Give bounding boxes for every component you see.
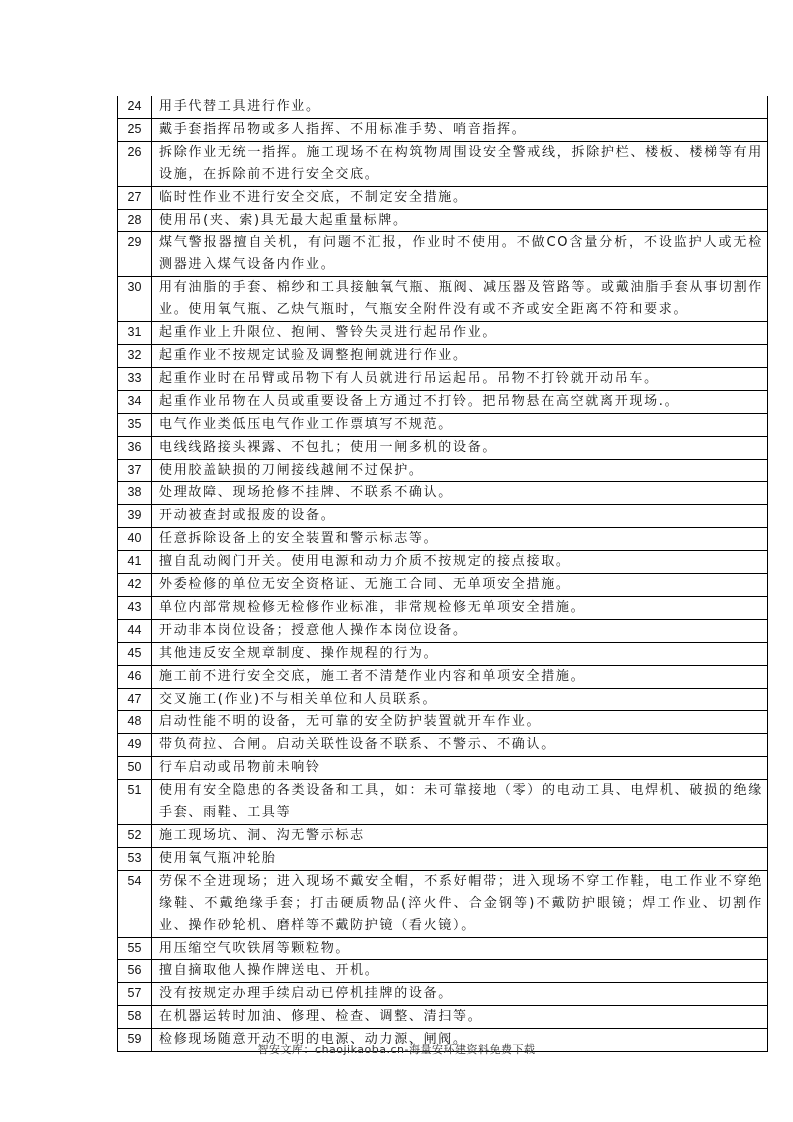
table-row bbox=[118, 209, 768, 232]
row-number: 49 bbox=[118, 734, 152, 757]
row-description: 起重作业时在吊臂或吊物下有人员就进行吊运起吊。吊物不打铃就开动吊车。 bbox=[152, 367, 768, 390]
row-number: 34 bbox=[118, 390, 152, 413]
row-description: 检修现场随意开动不明的电源、动力源、闸阀。 bbox=[152, 1029, 768, 1052]
table-row bbox=[118, 344, 768, 367]
row-description: 起重作业不按规定试验及调整抱闸就进行作业。 bbox=[152, 344, 768, 367]
table-row bbox=[118, 734, 768, 757]
row-number: 31 bbox=[118, 322, 152, 345]
row-description: 电气作业类低压电气作业工作票填写不规范。 bbox=[152, 413, 768, 436]
row-number: 42 bbox=[118, 574, 152, 597]
row-number: 55 bbox=[118, 937, 152, 960]
table-row bbox=[118, 596, 768, 619]
row-description: 带负荷拉、合闸。启动关联性设备不联系、不警示、不确认。 bbox=[152, 734, 768, 757]
row-description: 行车启动或吊物前未响铃 bbox=[152, 757, 768, 780]
row-description: 起重作业吊物在人员或重要设备上方通过不打铃。把吊物悬在高空就离开现场.。 bbox=[152, 390, 768, 413]
row-number: 45 bbox=[118, 642, 152, 665]
row-number: 54 bbox=[118, 870, 152, 937]
table-row bbox=[118, 757, 768, 780]
row-number: 52 bbox=[118, 825, 152, 848]
row-description: 用手代替工具进行作业。 bbox=[152, 96, 768, 118]
table-row bbox=[118, 619, 768, 642]
page-footer: 智安文库：chaojikaoba.cn-海量安环建资料免费下载 bbox=[257, 1043, 536, 1056]
row-description: 施工现场坑、洞、沟无警示标志 bbox=[152, 825, 768, 848]
row-description: 使用吊(夹、索)具无最大起重量标牌。 bbox=[152, 209, 768, 232]
row-number: 30 bbox=[118, 277, 152, 322]
row-number: 47 bbox=[118, 688, 152, 711]
table-row bbox=[118, 436, 768, 459]
table-row bbox=[118, 825, 768, 848]
row-number: 57 bbox=[118, 983, 152, 1006]
row-description: 擅自摘取他人操作牌送电、开机。 bbox=[152, 960, 768, 983]
violations-table bbox=[117, 96, 768, 1052]
row-number: 32 bbox=[118, 344, 152, 367]
row-description: 电线线路接头裸露、不包扎；使用一闸多机的设备。 bbox=[152, 436, 768, 459]
table-row bbox=[118, 277, 768, 322]
row-description: 在机器运转时加油、修理、检查、调整、清扫等。 bbox=[152, 1006, 768, 1029]
row-description: 开动非本岗位设备；授意他人操作本岗位设备。 bbox=[152, 619, 768, 642]
row-description: 其他违反安全规章制度、操作规程的行为。 bbox=[152, 642, 768, 665]
row-number: 28 bbox=[118, 209, 152, 232]
row-number: 29 bbox=[118, 232, 152, 277]
table-row bbox=[118, 870, 768, 937]
row-description: 拆除作业无统一指挥。施工现场不在构筑物周围设安全警戒线，拆除护栏、楼板、楼梯等有用设施，在拆除前不进行安全交底。 bbox=[152, 141, 768, 186]
table-row bbox=[118, 574, 768, 597]
row-number: 56 bbox=[118, 960, 152, 983]
table-row bbox=[118, 642, 768, 665]
row-description: 使用有安全隐患的各类设备和工具，如：未可靠接地（零）的电动工具、电焊机、破损的绝缘手套、雨鞋、工具等 bbox=[152, 780, 768, 825]
row-description: 处理故障、现场抢修不挂牌、不联系不确认。 bbox=[152, 482, 768, 505]
table-row bbox=[118, 459, 768, 482]
table-row bbox=[118, 413, 768, 436]
table-row bbox=[118, 665, 768, 688]
row-description: 使用氧气瓶冲轮胎 bbox=[152, 847, 768, 870]
table-row bbox=[118, 505, 768, 528]
row-number: 58 bbox=[118, 1006, 152, 1029]
table-row bbox=[118, 983, 768, 1006]
row-number: 41 bbox=[118, 551, 152, 574]
table-row bbox=[118, 688, 768, 711]
row-description: 煤气警报器擅自关机，有问题不汇报，作业时不使用。不做CO含量分析，不设监护人或无检测器进入煤气设备内作业。 bbox=[152, 232, 768, 277]
table-row bbox=[118, 186, 768, 209]
table-row bbox=[118, 780, 768, 825]
row-number: 44 bbox=[118, 619, 152, 642]
row-number: 46 bbox=[118, 665, 152, 688]
row-number: 50 bbox=[118, 757, 152, 780]
row-description: 开动被查封或报废的设备。 bbox=[152, 505, 768, 528]
table-row bbox=[118, 937, 768, 960]
row-number: 24 bbox=[118, 96, 152, 118]
row-number: 26 bbox=[118, 141, 152, 186]
table-row bbox=[118, 232, 768, 277]
row-description: 任意拆除设备上的安全装置和警示标志等。 bbox=[152, 528, 768, 551]
row-number: 51 bbox=[118, 780, 152, 825]
table-row bbox=[118, 847, 768, 870]
row-number: 37 bbox=[118, 459, 152, 482]
row-number: 39 bbox=[118, 505, 152, 528]
table-row bbox=[118, 390, 768, 413]
table-row bbox=[118, 118, 768, 141]
table-row bbox=[118, 141, 768, 186]
row-description: 交叉施工(作业)不与相关单位和人员联系。 bbox=[152, 688, 768, 711]
row-number: 40 bbox=[118, 528, 152, 551]
row-number: 36 bbox=[118, 436, 152, 459]
row-description: 用有油脂的手套、棉纱和工具接触氧气瓶、瓶阀、减压器及管路等。或戴油脂手套从事切割作业。使用氧气瓶、乙炔气瓶时，气瓶安全附件没有或不齐或安全距离不符和要求。 bbox=[152, 277, 768, 322]
table-row bbox=[118, 551, 768, 574]
table-row bbox=[118, 96, 768, 118]
row-number: 59 bbox=[118, 1029, 152, 1052]
row-number: 27 bbox=[118, 186, 152, 209]
table-row bbox=[118, 322, 768, 345]
row-number: 33 bbox=[118, 367, 152, 390]
table-row bbox=[118, 960, 768, 983]
row-description: 起重作业上升限位、抱闸、警铃失灵进行起吊作业。 bbox=[152, 322, 768, 345]
row-description: 施工前不进行安全交底，施工者不清楚作业内容和单项安全措施。 bbox=[152, 665, 768, 688]
row-description: 擅自乱动阀门开关。使用电源和动力介质不按规定的接点接取。 bbox=[152, 551, 768, 574]
row-description: 劳保不全进现场；进入现场不戴安全帽，不系好帽带；进入现场不穿工作鞋，电工作业不穿绝缘鞋、不戴绝缘手套；打击硬质物品(淬火件、合金钢等)不戴防护眼镜；焊工作业、切割作业、操作砂轮机、磨样等不戴防护镜（看火镜）。 bbox=[152, 870, 768, 937]
table-row bbox=[118, 482, 768, 505]
row-description: 使用胶盖缺损的刀闸接线越闸不过保护。 bbox=[152, 459, 768, 482]
row-number: 53 bbox=[118, 847, 152, 870]
table-row bbox=[118, 711, 768, 734]
row-description: 启动性能不明的设备，无可靠的安全防护装置就开车作业。 bbox=[152, 711, 768, 734]
row-description: 临时性作业不进行安全交底，不制定安全措施。 bbox=[152, 186, 768, 209]
row-number: 43 bbox=[118, 596, 152, 619]
table-row bbox=[118, 1006, 768, 1029]
row-description: 外委检修的单位无安全资格证、无施工合同、无单项安全措施。 bbox=[152, 574, 768, 597]
row-description: 单位内部常规检修无检修作业标准，非常规检修无单项安全措施。 bbox=[152, 596, 768, 619]
row-number: 25 bbox=[118, 118, 152, 141]
row-number: 38 bbox=[118, 482, 152, 505]
row-description: 用压缩空气吹铁屑等颗粒物。 bbox=[152, 937, 768, 960]
row-description: 戴手套指挥吊物或多人指挥、不用标准手势、哨音指挥。 bbox=[152, 118, 768, 141]
row-number: 48 bbox=[118, 711, 152, 734]
table-row bbox=[118, 367, 768, 390]
row-description: 没有按规定办理手续启动已停机挂牌的设备。 bbox=[152, 983, 768, 1006]
row-number: 35 bbox=[118, 413, 152, 436]
table-row bbox=[118, 528, 768, 551]
